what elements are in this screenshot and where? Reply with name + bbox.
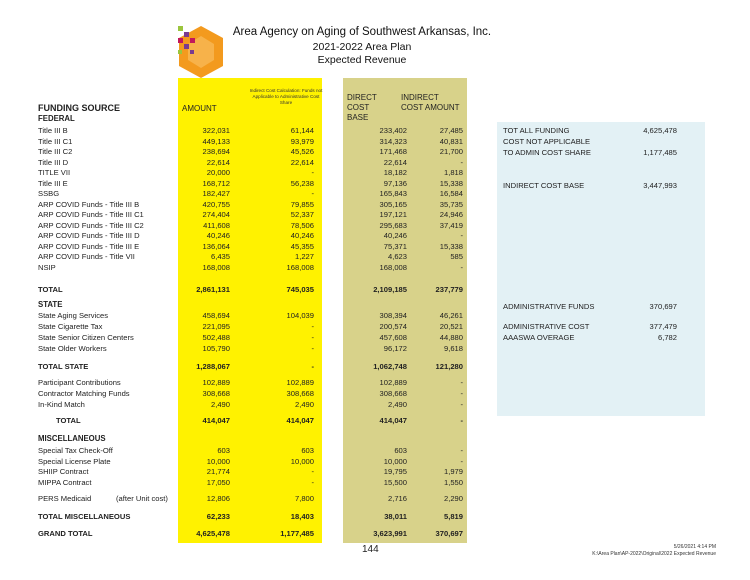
calc-cell: 40,246 xyxy=(290,231,314,240)
amount-cell: 308,668 xyxy=(202,389,230,398)
amount-cell: 458,694 xyxy=(202,311,230,320)
table-row xyxy=(0,311,470,321)
row-label: ARP COVID Funds - Title III E xyxy=(38,242,140,251)
direct-cost-cell: 15,500 xyxy=(383,478,407,487)
direct-cost-base-header: DIRECT COST BASE xyxy=(347,93,377,122)
summary-label: TOT ALL FUNDING xyxy=(503,126,570,135)
direct-cost-cell: 305,165 xyxy=(379,200,407,209)
indirect-cost-cell: 24,946 xyxy=(439,210,463,219)
table-row xyxy=(0,478,470,488)
row-label: Title III C2 xyxy=(38,147,73,156)
indirect-cost-cell: - xyxy=(460,416,463,425)
row-label: SSBG xyxy=(38,189,60,198)
section-state: STATE xyxy=(38,300,63,309)
table-row xyxy=(0,494,470,504)
row-label: Title III E xyxy=(38,179,68,188)
summary-value: 3,447,993 xyxy=(643,181,677,190)
direct-cost-cell: 171,468 xyxy=(379,147,407,156)
indirect-cost-cell: - xyxy=(460,457,463,466)
table-row xyxy=(0,457,470,467)
direct-cost-cell: 308,668 xyxy=(379,389,407,398)
amount-cell: 182,427 xyxy=(202,189,230,198)
direct-cost-cell: 2,109,185 xyxy=(373,285,407,294)
calc-cell: 10,000 xyxy=(290,457,314,466)
row-label: TOTAL xyxy=(56,416,81,425)
amount-cell: 136,064 xyxy=(202,242,230,251)
table-row xyxy=(0,512,470,522)
page-subtitle-2: Expected Revenue xyxy=(317,54,407,66)
amount-cell: 168,712 xyxy=(202,179,230,188)
direct-cost-cell: 414,047 xyxy=(379,416,407,425)
table-row xyxy=(0,389,470,399)
calc-cell: 1,177,485 xyxy=(280,529,314,538)
calc-cell: 603 xyxy=(301,446,314,455)
calc-cell: 308,668 xyxy=(286,389,314,398)
direct-cost-cell: 38,011 xyxy=(384,512,407,521)
indirect-cost-cell: - xyxy=(460,158,463,167)
direct-cost-cell: 75,371 xyxy=(383,242,407,251)
indirect-cost-cell: 46,261 xyxy=(439,311,463,320)
direct-cost-cell: 22,614 xyxy=(383,158,407,167)
calc-cell: - xyxy=(311,344,314,353)
direct-cost-cell: 603 xyxy=(394,446,407,455)
direct-cost-cell: 3,623,991 xyxy=(373,529,407,538)
indirect-cost-cell: 585 xyxy=(450,252,463,261)
calc-cell: 168,008 xyxy=(286,263,314,272)
summary-item xyxy=(503,148,677,158)
row-label: PERS Medicaid xyxy=(38,494,92,503)
direct-cost-cell: 97,136 xyxy=(383,179,407,188)
row-label: Special License Plate xyxy=(38,457,111,466)
summary-item xyxy=(503,181,677,191)
direct-cost-cell: 10,000 xyxy=(383,457,407,466)
amount-cell: 22,614 xyxy=(206,158,230,167)
row-label: Contractor Matching Funds xyxy=(38,389,130,398)
calc-cell: 18,403 xyxy=(290,512,314,521)
section-misc: MISCELLANEOUS xyxy=(38,434,106,443)
direct-cost-cell: 168,008 xyxy=(379,263,407,272)
row-label: NSIP xyxy=(38,263,56,272)
amount-cell: 17,050 xyxy=(206,478,230,487)
calc-cell: 61,144 xyxy=(290,126,314,135)
summary-item xyxy=(503,322,677,332)
direct-cost-cell: 308,394 xyxy=(379,311,407,320)
row-label: TITLE VII xyxy=(38,168,71,177)
amount-cell: 6,435 xyxy=(210,252,230,261)
table-row xyxy=(0,529,470,539)
amount-cell: 12,806 xyxy=(206,494,230,503)
row-label: ARP COVID Funds - Title III D xyxy=(38,231,140,240)
table-row xyxy=(0,179,470,189)
indirect-cost-cell: 15,338 xyxy=(439,242,463,251)
row-label: State Cigarette Tax xyxy=(38,322,103,331)
calc-cell: 2,490 xyxy=(294,400,314,409)
summary-label: INDIRECT COST BASE xyxy=(503,181,585,190)
table-row xyxy=(0,400,470,410)
calc-cell: 45,355 xyxy=(290,242,314,251)
amount-cell: 2,490 xyxy=(210,400,230,409)
table-row xyxy=(0,242,470,252)
direct-cost-cell: 1,062,748 xyxy=(373,362,407,371)
amount-cell: 274,404 xyxy=(202,210,230,219)
page-number: 144 xyxy=(362,544,379,555)
indirect-cost-cell: 1,550 xyxy=(443,478,463,487)
direct-cost-cell: 314,323 xyxy=(379,137,407,146)
indirect-cost-amount-header: INDIRECT COST AMOUNT xyxy=(401,93,460,112)
row-label: SHIIP Contract xyxy=(38,467,89,476)
direct-cost-cell: 233,402 xyxy=(379,126,407,135)
indirect-cost-cell: 1,818 xyxy=(443,168,463,177)
table-row xyxy=(0,221,470,231)
indirect-calc-note: Indirect Cost Calculation: Funds not Applicable to Administrative Cost Share xyxy=(249,88,323,105)
indirect-cost-cell: 20,521 xyxy=(439,322,463,331)
calc-cell: 104,039 xyxy=(286,311,314,320)
row-label: ARP COVID Funds - Title III B xyxy=(38,200,140,209)
indirect-cost-cell: 1,979 xyxy=(443,467,463,476)
row-label: TOTAL STATE xyxy=(38,362,89,371)
row-label: ARP COVID Funds - Title III C2 xyxy=(38,221,144,230)
calc-cell: 56,238 xyxy=(290,179,314,188)
summary-item xyxy=(503,126,677,136)
direct-cost-cell: 295,683 xyxy=(379,221,407,230)
table-row xyxy=(0,446,470,456)
table-row xyxy=(0,416,470,426)
indirect-cost-cell: - xyxy=(460,378,463,387)
calc-cell: - xyxy=(311,168,314,177)
amount-cell: 238,694 xyxy=(202,147,230,156)
direct-cost-cell: 4,623 xyxy=(387,252,407,261)
direct-cost-cell: 2,716 xyxy=(387,494,407,503)
indirect-cost-cell: 237,779 xyxy=(435,285,463,294)
summary-value: 370,697 xyxy=(649,302,677,311)
table-row xyxy=(0,362,470,372)
row-label: GRAND TOTAL xyxy=(38,529,93,538)
amount-cell: 168,008 xyxy=(202,263,230,272)
indirect-cost-cell: - xyxy=(460,231,463,240)
direct-cost-cell: 18,182 xyxy=(383,168,407,177)
direct-cost-cell: 197,121 xyxy=(379,210,407,219)
row-label: Title III B xyxy=(38,126,68,135)
direct-cost-cell: 40,246 xyxy=(383,231,407,240)
row-label: Participant Contributions xyxy=(38,378,121,387)
indirect-cost-cell: 121,280 xyxy=(435,362,463,371)
footer-path: K:\Area Plan\AP-2022\Original\2022 Expected Revenue xyxy=(592,551,716,557)
amount-cell: 102,889 xyxy=(202,378,230,387)
indirect-cost-cell: 35,735 xyxy=(439,200,463,209)
amount-cell: 40,246 xyxy=(206,231,230,240)
table-row xyxy=(0,168,470,178)
summary-item xyxy=(503,333,677,343)
amount-cell: 10,000 xyxy=(206,457,230,466)
page-subtitle: 2021-2022 Area Plan xyxy=(312,41,412,53)
table-row xyxy=(0,322,470,332)
summary-label: ADMINISTRATIVE COST xyxy=(503,322,590,331)
row-label: MIPPA Contract xyxy=(38,478,92,487)
row-label: Title III C1 xyxy=(38,137,73,146)
calc-cell: 414,047 xyxy=(286,416,314,425)
agency-logo xyxy=(176,24,226,80)
summary-value: 1,177,485 xyxy=(643,148,677,157)
summary-label: ADMINISTRATIVE FUNDS xyxy=(503,302,595,311)
amount-cell: 1,288,067 xyxy=(196,362,230,371)
direct-cost-cell: 457,608 xyxy=(379,333,407,342)
row-label: TOTAL xyxy=(38,285,63,294)
table-row xyxy=(0,378,470,388)
indirect-cost-cell: 21,700 xyxy=(439,147,463,156)
calc-cell: 1,227 xyxy=(294,252,314,261)
direct-cost-cell: 165,843 xyxy=(379,189,407,198)
summary-label: COST NOT APPLICABLE xyxy=(503,137,591,146)
calc-cell: 52,337 xyxy=(290,210,314,219)
indirect-cost-cell: 2,290 xyxy=(443,494,463,503)
calc-cell: 102,889 xyxy=(286,378,314,387)
indirect-cost-cell: 9,618 xyxy=(443,344,463,353)
row-label: Special Tax Check-Off xyxy=(38,446,113,455)
indirect-cost-cell: 37,419 xyxy=(439,221,463,230)
calc-cell: 78,506 xyxy=(290,221,314,230)
table-row xyxy=(0,252,470,262)
direct-cost-cell: 2,490 xyxy=(387,400,407,409)
funding-source-header: FUNDING SOURCE xyxy=(38,103,121,113)
table-row xyxy=(0,158,470,168)
amount-cell: 20,000 xyxy=(206,168,230,177)
amount-cell: 21,774 xyxy=(206,467,230,476)
row-label: ARP COVID Funds - Title III C1 xyxy=(38,210,144,219)
summary-value: 377,479 xyxy=(649,322,677,331)
calc-cell: - xyxy=(311,322,314,331)
table-row xyxy=(0,285,470,295)
indirect-cost-cell: 44,880 xyxy=(439,333,463,342)
indirect-cost-cell: - xyxy=(460,446,463,455)
calc-cell: - xyxy=(311,362,314,371)
calc-cell: 745,035 xyxy=(286,285,314,294)
indirect-cost-cell: 5,819 xyxy=(443,512,463,521)
indirect-cost-cell: - xyxy=(460,400,463,409)
calc-cell: 93,979 xyxy=(290,137,314,146)
table-row xyxy=(0,344,470,354)
row-label: In-Kind Match xyxy=(38,400,85,409)
row-label: TOTAL MISCELLANEOUS xyxy=(38,512,131,521)
calc-cell: - xyxy=(311,478,314,487)
indirect-cost-cell: 16,584 xyxy=(439,189,463,198)
table-row xyxy=(0,200,470,210)
indirect-cost-cell: - xyxy=(460,263,463,272)
direct-cost-cell: 102,889 xyxy=(379,378,407,387)
amount-cell: 2,861,131 xyxy=(196,285,230,294)
calc-cell: 7,800 xyxy=(294,494,314,503)
summary-item xyxy=(503,302,677,312)
summary-value: 6,782 xyxy=(657,333,677,342)
indirect-cost-cell: 15,338 xyxy=(439,179,463,188)
calc-cell: 79,855 xyxy=(290,200,314,209)
amount-cell: 62,233 xyxy=(206,512,230,521)
table-row xyxy=(0,333,470,343)
amount-cell: 4,625,478 xyxy=(196,529,230,538)
table-row xyxy=(0,210,470,220)
table-row xyxy=(0,137,470,147)
table-row xyxy=(0,467,470,477)
calc-cell: - xyxy=(311,467,314,476)
summary-item xyxy=(503,137,677,147)
indirect-cost-cell: 27,485 xyxy=(439,126,463,135)
amount-header: AMOUNT xyxy=(182,104,217,113)
amount-cell: 502,488 xyxy=(202,333,230,342)
direct-cost-cell: 200,574 xyxy=(379,322,407,331)
table-row xyxy=(0,263,470,273)
summary-label: TO ADMIN COST SHARE xyxy=(503,148,591,157)
calc-cell: 45,526 xyxy=(290,147,314,156)
row-label: State Senior Citizen Centers xyxy=(38,333,134,342)
table-row xyxy=(0,147,470,157)
table-row xyxy=(0,189,470,199)
table-row xyxy=(0,231,470,241)
direct-cost-cell: 96,172 xyxy=(383,344,407,353)
amount-cell: 411,608 xyxy=(203,221,230,230)
amount-cell: 420,755 xyxy=(202,200,230,209)
footer-timestamp: 5/26/2021 4:14 PM xyxy=(673,544,716,550)
amount-cell: 414,047 xyxy=(202,416,230,425)
row-sublabel: (after Unit cost) xyxy=(116,494,168,503)
row-label: ARP COVID Funds - Title VII xyxy=(38,252,135,261)
section-federal: FEDERAL xyxy=(38,114,75,123)
summary-value: 4,625,478 xyxy=(643,126,677,135)
row-label: State Older Workers xyxy=(38,344,107,353)
indirect-cost-cell: 370,697 xyxy=(435,529,463,538)
amount-cell: 449,133 xyxy=(202,137,230,146)
calc-cell: - xyxy=(311,333,314,342)
indirect-cost-cell: - xyxy=(460,389,463,398)
amount-cell: 322,031 xyxy=(202,126,230,135)
row-label: State Aging Services xyxy=(38,311,109,320)
amount-cell: 221,095 xyxy=(202,322,230,331)
indirect-cost-cell: 40,831 xyxy=(439,137,463,146)
summary-label: AAASWA OVERAGE xyxy=(503,333,575,342)
table-row xyxy=(0,126,470,136)
amount-cell: 105,790 xyxy=(202,344,230,353)
calc-cell: 22,614 xyxy=(290,158,314,167)
summary-panel xyxy=(497,122,705,416)
calc-cell: - xyxy=(311,189,314,198)
row-label: Title III D xyxy=(38,158,69,167)
amount-cell: 603 xyxy=(217,446,230,455)
page-title: Area Agency on Aging of Southwest Arkansas, Inc. xyxy=(232,26,492,38)
direct-cost-cell: 19,795 xyxy=(383,467,407,476)
